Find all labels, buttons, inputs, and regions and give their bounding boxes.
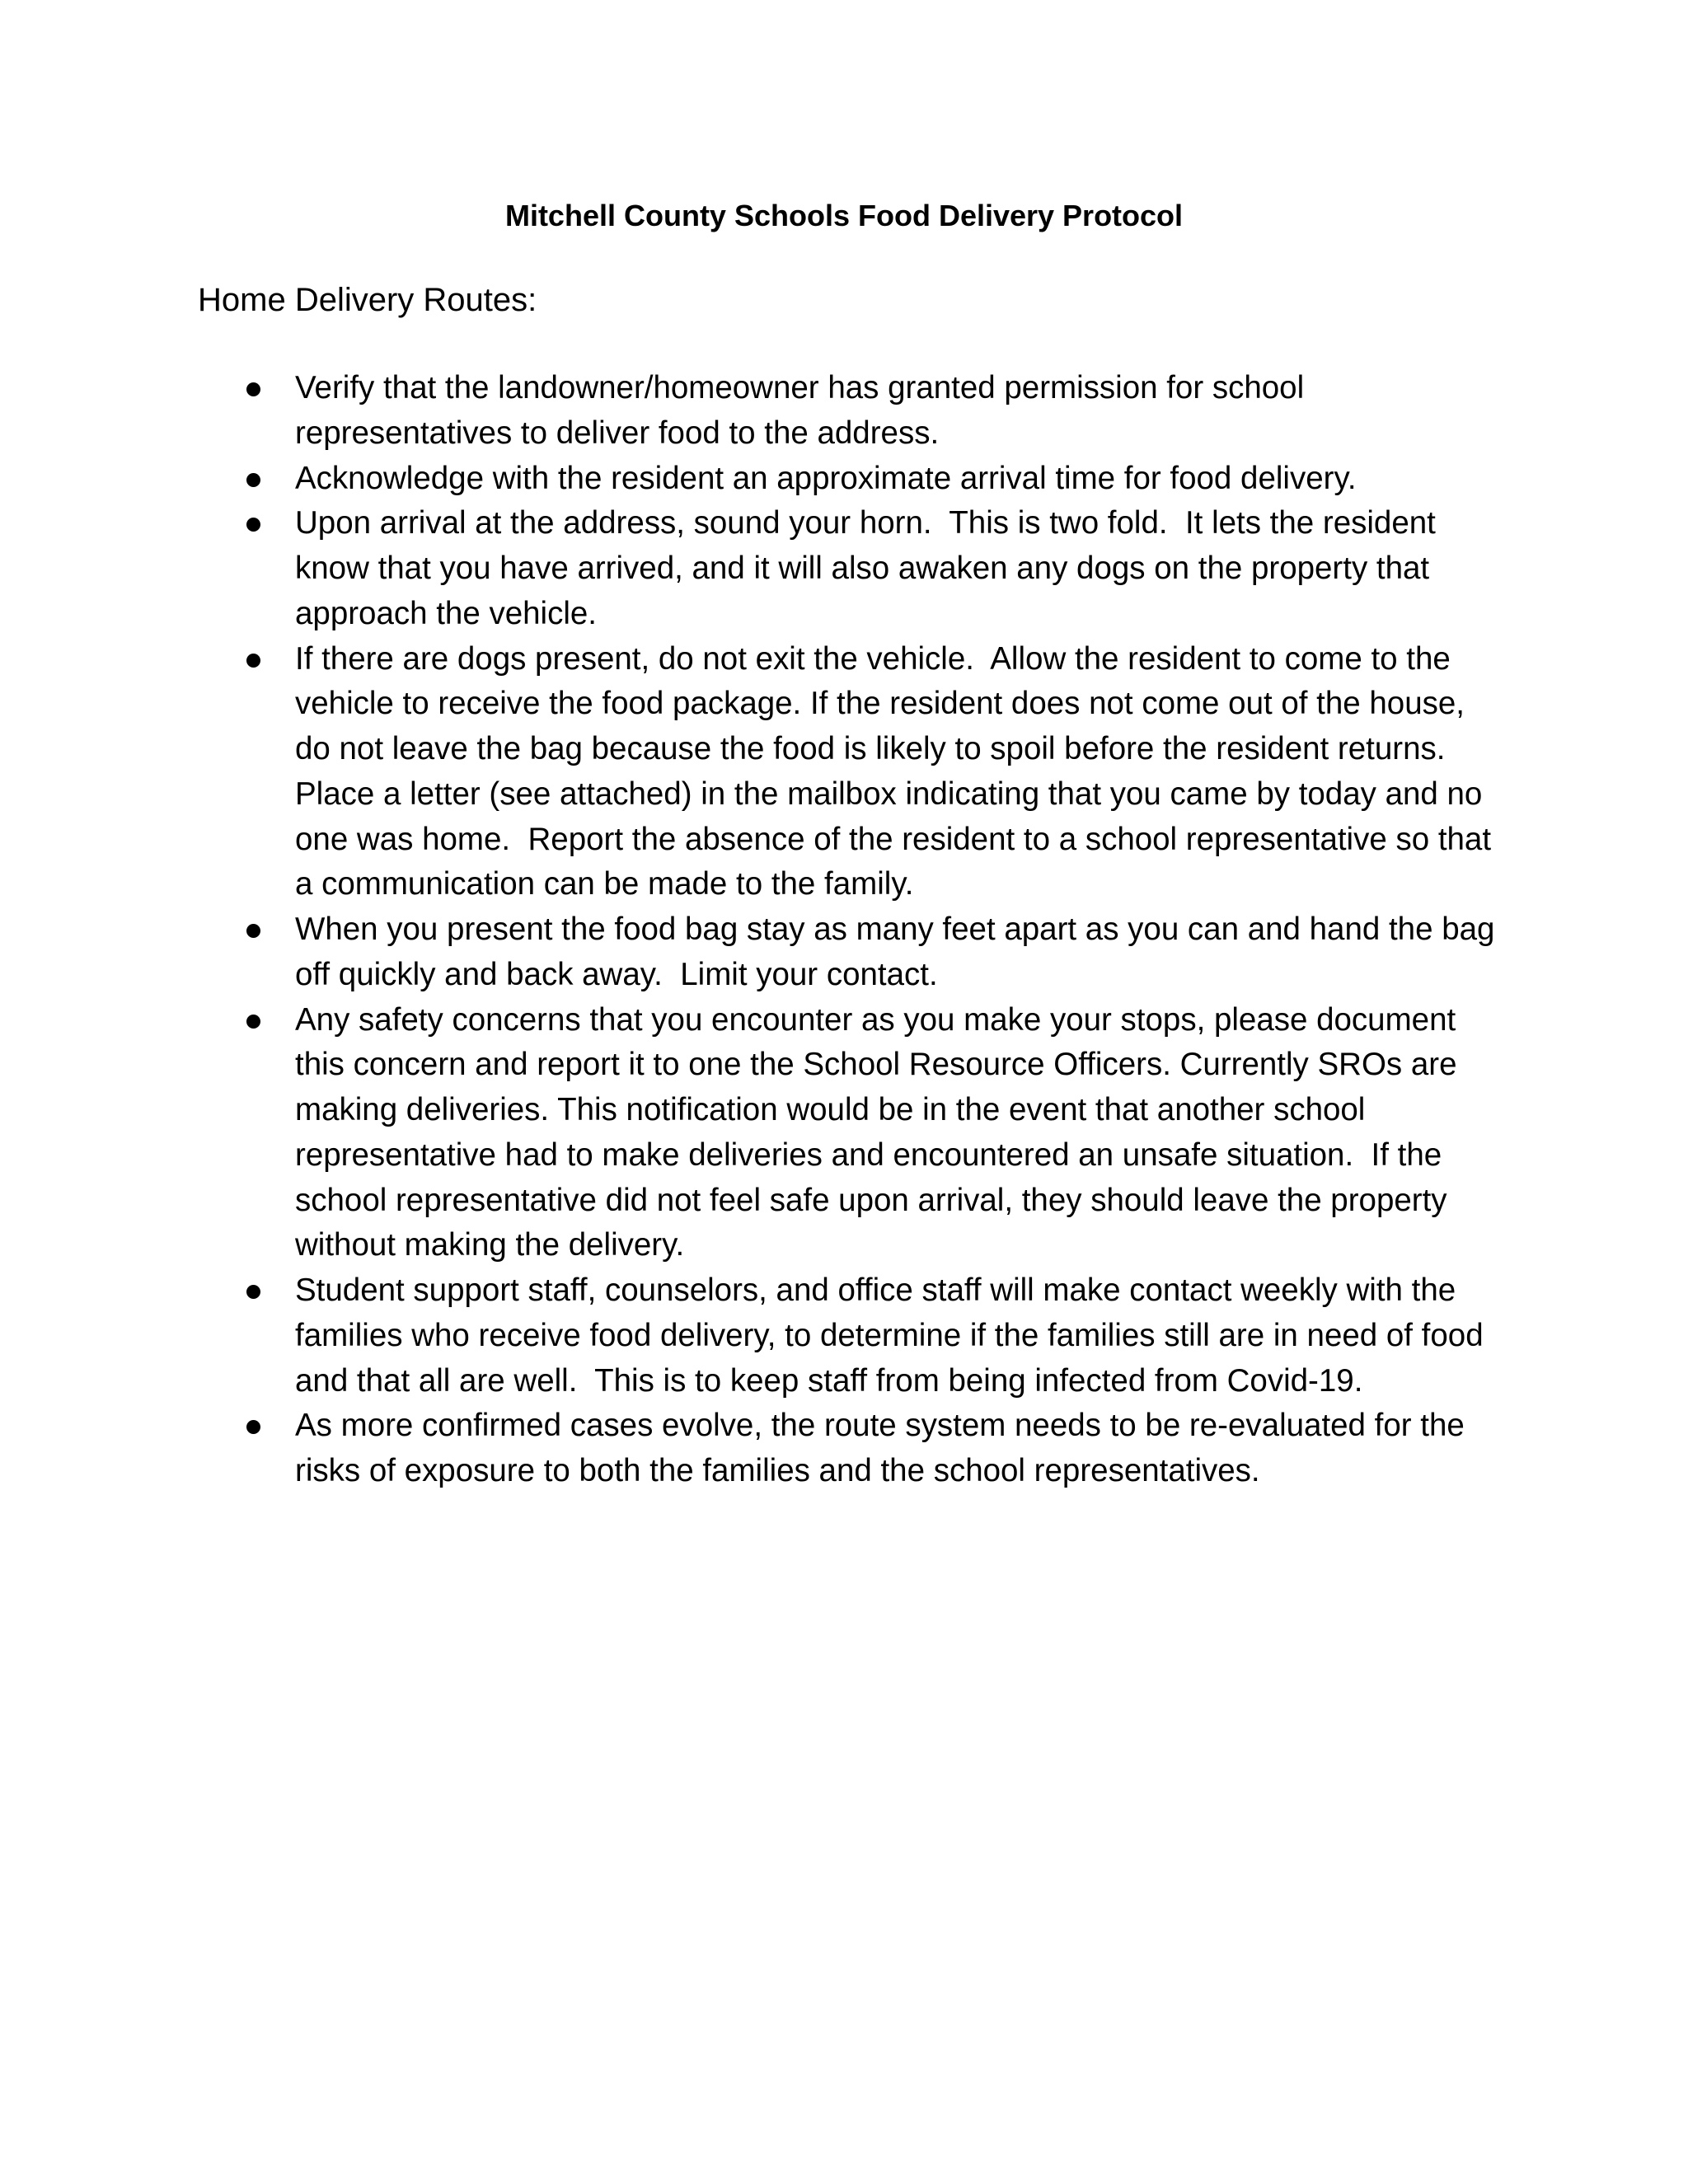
list-item-text: Any safety concerns that you encounter as you make your stops, please document this concern and report it to one the School Resource Officers. Currently SROs are making deliveries. This notification would be in the event that another school representative had to make deliveries and encountered an unsafe situation. If the school representative did not feel safe upon arrival, they should leave the property without making the delivery. (295, 1001, 1466, 1263)
list-item-text: Upon arrival at the address, sound your horn. This is two fold. It lets the resident know that you have arrived, and it will also awaken any dogs on the property that approach the vehicle. (295, 505, 1445, 631)
list-item-text: As more confirmed cases evolve, the route system needs to be re-evaluated for the risks of exposure to both the families and the school representatives. (295, 1408, 1474, 1488)
bullet-dot-icon (246, 924, 260, 938)
list-item (246, 1268, 1498, 1404)
list-item (246, 457, 1498, 502)
bullet-dot-icon (246, 382, 260, 396)
list-item (246, 998, 1498, 1269)
section-heading: Home Delivery Routes: (198, 282, 537, 318)
bullet-dot-icon (246, 473, 260, 487)
bullet-dot-icon (246, 518, 260, 532)
bullet-dot-icon (246, 1015, 260, 1029)
document-title: Mitchell County Schools Food Delivery Protocol (504, 199, 1184, 232)
protocol-bullet-list (246, 366, 1504, 1494)
list-item (246, 366, 1498, 457)
list-item-text: When you present the food bag stay as many feet apart as you can and hand the bag off quickly and back away. Limit your contact. (295, 912, 1504, 992)
bullet-dot-icon (246, 1285, 260, 1299)
list-item (246, 1404, 1498, 1494)
list-item (246, 907, 1504, 998)
list-item-text: Student support staff, counselors, and office staff will make contact weekly with the families who receive food delivery, to determine if the families still are in need of food and that all are well. This is to keep staff from being infected from Covid-19. (295, 1272, 1493, 1399)
list-item-text: Verify that the landowner/homeowner has granted permission for school representatives to deliver food to the address. (295, 370, 1313, 451)
list-item (246, 637, 1498, 908)
bullet-dot-icon (246, 654, 260, 668)
list-item (246, 501, 1498, 636)
bullet-dot-icon (246, 1420, 260, 1434)
list-item-text: If there are dogs present, do not exit the vehicle. Allow the resident to come to the vehicle to receive the food package. If the resident does not come out of the house, do not leave the bag because the food is likely to spoil before the resident returns. Place a letter (see attached) in the mailbox indicating that you came by today and no one was home. Report the absence of the resident to a school representative so that a communication can be made to the family. (295, 640, 1500, 902)
list-item-text: Acknowledge with the resident an approximate arrival time for food delivery. (295, 460, 1357, 496)
